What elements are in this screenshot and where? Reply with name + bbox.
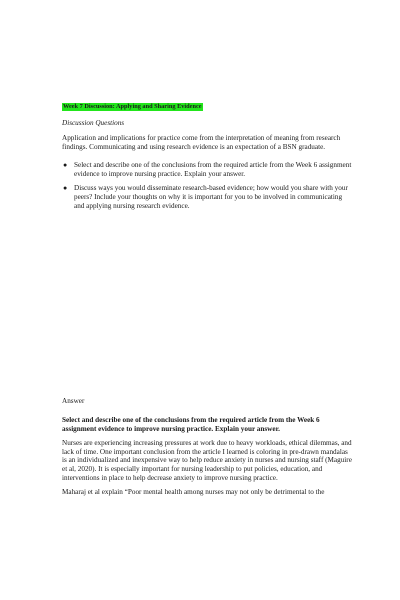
question-text: Select and describe one of the conclusions from the required article from the Week 6 assignment evidence to improve nursing practice. Explain your answer.: [74, 161, 352, 178]
answer-section: [62, 397, 352, 497]
intro-paragraph: Application and implications for practice come from the interpretation of meaning from research findings. Communicating and using research evidence is an expectation of a BSN graduate.: [62, 134, 341, 151]
bullet-icon: ●: [63, 184, 68, 193]
discussion-subheading: Discussion Questions: [62, 119, 125, 127]
question-list: [62, 161, 352, 210]
answer-paragraph: Maharaj et al explain “Poor mental health among nurses may not only be detrimental to the: [62, 488, 325, 497]
list-item: [62, 161, 352, 178]
page-title: Week 7 Discussion: Applying and Sharing Evidence: [63, 103, 202, 110]
answer-paragraph: Nurses are experiencing increasing pressures at work due to heavy workloads, ethical dilemmas, and lack of time. One important conclusion from the article I learned is coloring in pre-drawn mandalas is an individualized and inexpensive way to help reduce anxiety in nurses and nursing staff (Maguire et al, 2020). It is especially important for nursing leadership to put policies, education, and interventions in place to help decrease anxiety to improve nursing practice.: [62, 439, 352, 482]
discussion-section: [62, 95, 352, 216]
answer-label: Answer: [62, 397, 85, 405]
bullet-icon: ●: [63, 161, 68, 170]
list-item: [62, 184, 352, 210]
question-text: Discuss ways you would disseminate research-based evidence; how would you share with your peers? Include your thoughts on why it is important for you to be involved in communicating and applying nursing research evidence.: [74, 184, 348, 210]
answer-heading: Select and describe one of the conclusions from the required article from the Week 6 assignment evidence to improve nursing practice. Explain your answer.: [62, 416, 320, 433]
